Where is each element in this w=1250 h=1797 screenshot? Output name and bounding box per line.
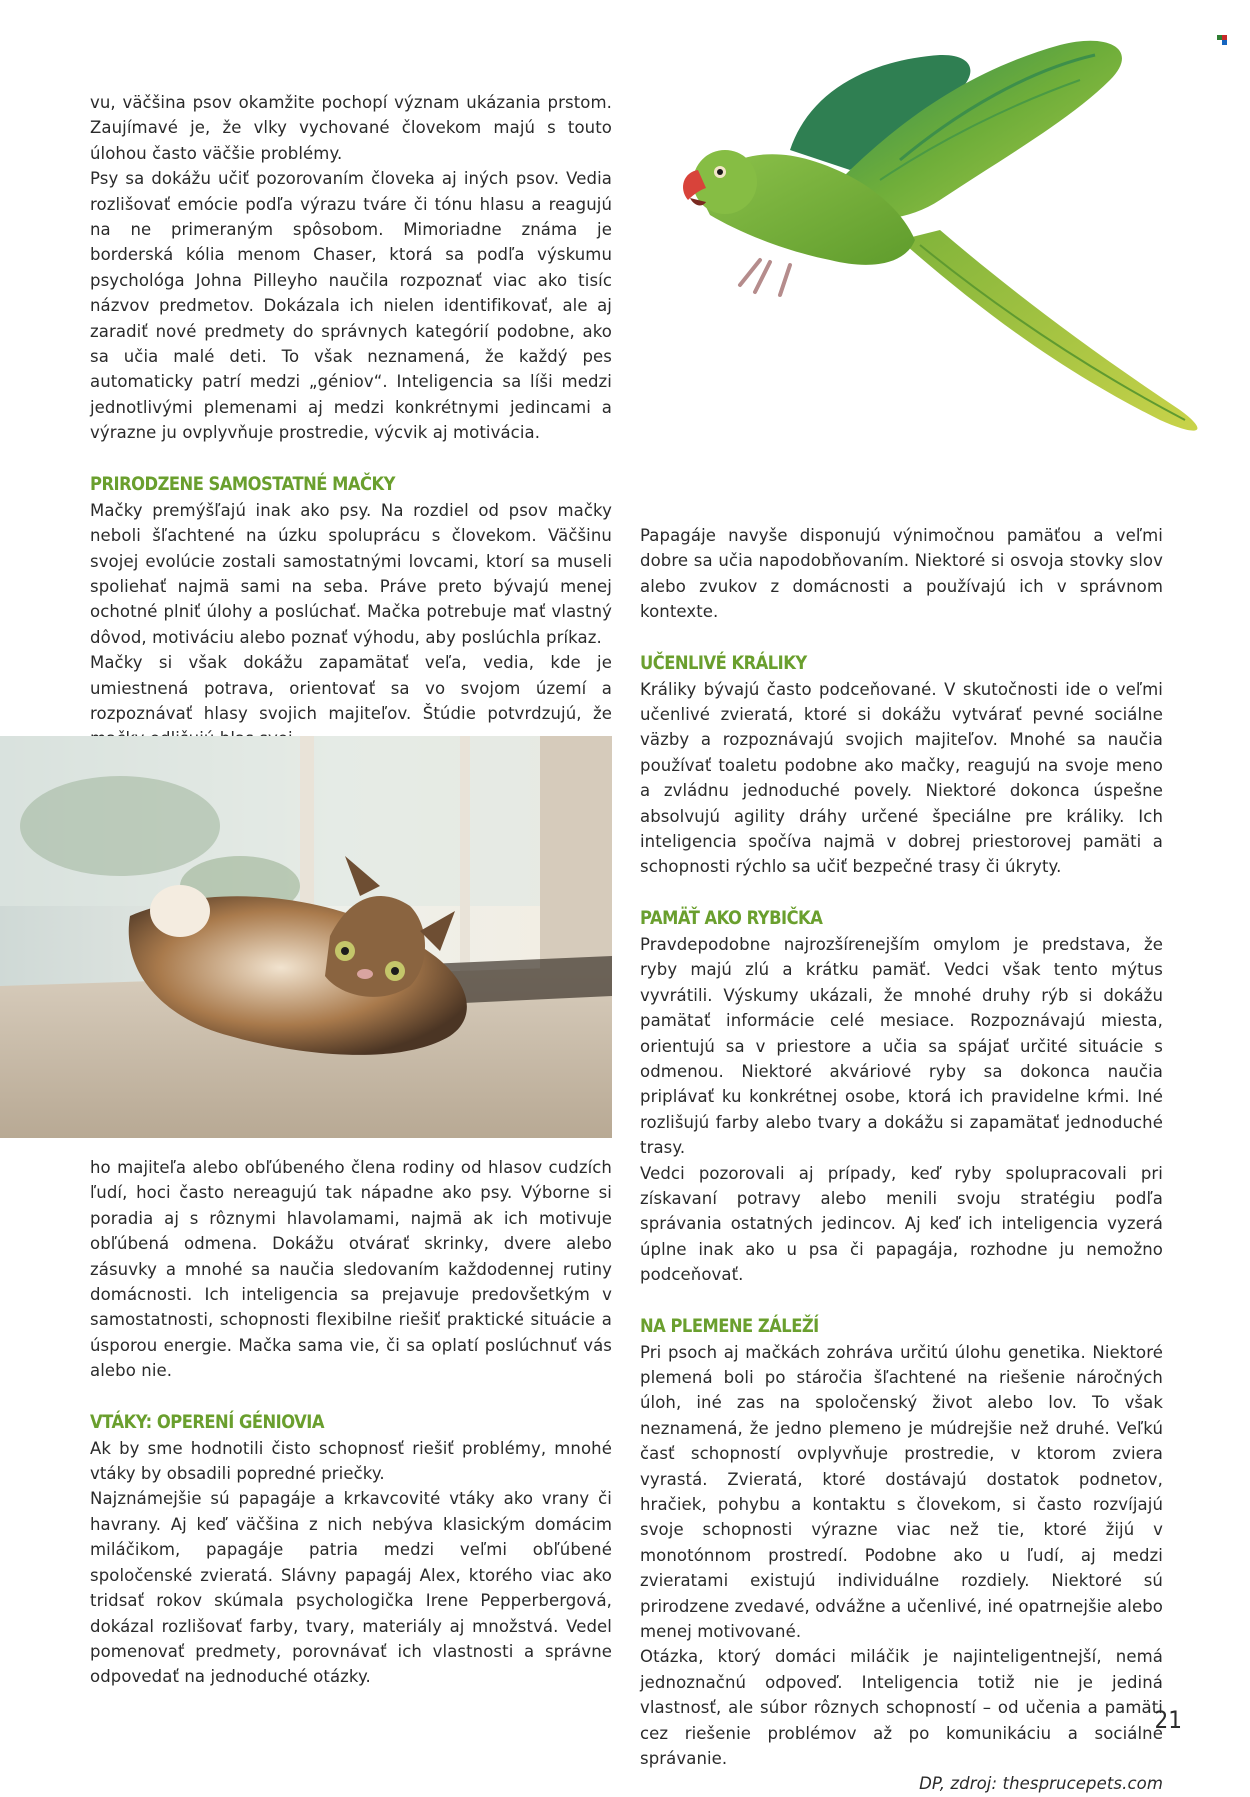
birds-paragraph-2: Najznámejšie sú papagáje a krkavcovité vtáky ako vrany či havrany. Aj keď väčšina z nich nebýva klasickým domácim miláčikom, papagáje patria medzi veľmi obľúbené spoločenské zvieratá. Slávny papagáj Alex, ktorého viac ako tridsať rokov skúmala psychologička Irene Pepperbergová, dokázal rozlišovať farby, tvary, materiály aj množstvá. Vedel pomenovať predmety, porovnávať ich vlastnosti a správne odpovedať na jednoduché otázky. <box>90 1489 612 1687</box>
column-left-top <box>90 90 612 752</box>
page-number: 21 <box>1154 1706 1182 1734</box>
rabbits-paragraph-1: Králiky bývajú často podceňované. V skutočnosti ide o veľmi učenlivé zvieratá, ktoré si dokážu vytvárať pevné sociálne väzby a rozpoznávajú svojich majiteľov. Mnohé sa naučia používať toaletu podobne ako mačky, reagujú na svoje meno a zvládnu jednoduché povely. Niektoré dokonca úspešne absolvujú agility dráhy určené špeciálne pre králiky. Ich inteligencia spočíva najmä v dobrej priestorovej pamäti a schopnosti rýchlo sa učiť bezpečné trasy či úkryty. <box>640 679 1163 877</box>
cats-paragraph-2-bottom: ho majiteľa alebo obľúbeného člena rodiny od hlasov cudzích ľudí, hoci často nereagujú tak nápadne ako psy. Výborne si poradia aj s rôznymi hlavolamami, najmä ak ich motivuje obľúbená odmena. Dokážu otvárať skrinky, dvere alebo zásuvky a mnohé sa naučia sledovaním každodennej rutiny domácnosti. Ich inteligencia sa prejavuje predovšetkým v samostatnosti, schopnosti flexibilne riešiť praktické situácie a úsporou energie. Mačka sama vie, či sa oplatí poslúchnuť vás alebo nie. <box>90 1158 612 1381</box>
breed-paragraph-2: Otázka, ktorý domáci miláčik je najinteligentnejší, nemá jednoznačnú odpoveď. Inteligencia totiž nie je jediná vlastnosť, ale súbor rôznych schopností – od učenia a pamäti cez riešenie problémov až po komunikáciu a sociálne správanie. <box>640 1647 1163 1769</box>
parrot-photo <box>640 10 1245 490</box>
corner-logo-mark <box>1217 35 1227 45</box>
section-heading-birds: VTÁKY: OPERENÍ GÉNIOVIA <box>90 1410 324 1433</box>
fish-paragraph-2: Vedci pozorovali aj prípady, keď ryby spolupracovali pri získavaní potravy alebo menili svoju stratégiu podľa správania ostatných jedincov. Aj keď ich inteligencia vyzerá úplne inak ako u psa či papagája, rozhodne ju nemožno podceňovať. <box>640 1163 1163 1285</box>
source-credit: DP, zdroj: thesprucepets.com <box>919 1774 1163 1794</box>
intro-paragraph-1: vu, väčšina psov okamžite pochopí význam ukázania prstom. Zaujímavé je, že vlky vychované človekom majú s touto úlohou často väčšie problémy. <box>90 93 612 163</box>
fish-paragraph-1: Pravdepodobne najrozšírenejším omylom je predstava, že ryby majú zlú a krátku pamäť. Vedci však tento mýtus vyvrátili. Výskumy ukázali, že mnohé druhy rýb si dokážu pamätať informácie celé mesiace. Rozpoznávajú miesta, orientujú sa v priestore a učia sa spájať určité situácie s odmenou. Niektoré akváriové ryby sa dokonca naučia priplávať ku konkrétnej osobe, ktorá ich pravidelne kŕmi. Iné rozlišujú farby alebo tvary a dokážu si zapamätať jednoduché trasy. <box>640 934 1163 1158</box>
section-heading-rabbits: UČENLIVÉ KRÁLIKY <box>640 651 807 674</box>
intro-paragraph-2: Psy sa dokážu učiť pozorovaním človeka aj iných psov. Vedia rozlišovať emócie podľa výrazu tváre či tónu hlasu a reagujú na ne primeraným spôsobom. Mimoriadne známa je borderská kólia menom Chaser, ktorá sa podľa výskumu psychológa Johna Pilleyho naučila rozpoznať viac ako tisíc názvov predmetov. Dokázala ich nielen identifikovať, ale aj zaradiť nové predmety do správnych kategórií podobne, ako sa učia malé deti. To však neznamená, že každý pes automaticky patrí medzi „géniov“. Inteligencia sa líši medzi jednotlivými plemenami aj medzi konkrétnymi jedincami a výrazne ju ovplyvňuje prostredie, výcvik aj motivácia. <box>90 169 612 443</box>
cat-photo <box>0 736 612 1138</box>
section-heading-cats: PRIRODZENE SAMOSTATNÉ MAČKY <box>90 472 395 495</box>
birds-paragraph-3: Papagáje navyše disponujú výnimočnou pamäťou a veľmi dobre sa učia napodobňovaním. Niektoré si osvoja stovky slov alebo zvukov z domácnosti a používajú ich v správnom kontexte. <box>640 526 1163 622</box>
section-heading-fish: PAMÄŤ AKO RYBIČKA <box>640 906 823 929</box>
section-heading-breed: NA PLEMENE ZÁLEŽÍ <box>640 1314 819 1337</box>
birds-paragraph-1: Ak by sme hodnotili čisto schopnosť riešiť problémy, mnohé vtáky by obsadili popredné priečky. <box>90 1438 612 1484</box>
cats-paragraph-1: Mačky premýšľajú inak ako psy. Na rozdiel od psov mačky neboli šľachtené na úzku spoluprácu s človekom. Väčšinu svojej evolúcie zostali samostatnými lovcami, ktorí sa museli spoliehať najmä sami na seba. Práve preto bývajú menej ochotné plniť úlohy a poslúchať. Mačka potrebuje mať vlastný dôvod, motiváciu alebo poznať výhodu, aby poslúchla príkaz. <box>90 500 612 647</box>
column-right <box>640 523 1163 1797</box>
column-left-bottom <box>90 1155 612 1690</box>
breed-paragraph-1: Pri psoch aj mačkách zohráva určitú úlohu genetika. Niektoré plemená boli po stáročia šľachtené na riešenie náročných úloh, iné zas na spoločenský život alebo lov. To však neznamená, že jedno plemeno je múdrejšie než druhé. Veľkú časť schopností ovplyvňuje prostredie, v ktorom zviera vyrastá. Zvieratá, ktoré dostávajú dostatok podnetov, hračiek, pohybu a kontaktu s človekom, si často rozvíjajú svoje schopnosti výrazne viac než tie, ktoré žijú v monotónnom prostredí. Podobne ako u ľudí, aj medzi zvieratami existujú individuálne rozdiely. Niektoré sú prirodzene zvedavé, odvážne a učenlivé, iné opatrnejšie alebo menej motivované. <box>640 1342 1163 1642</box>
cats-paragraph-2-top: Mačky si však dokážu zapamätať veľa, vedia, kde je umiestnená potrava, orientovať sa vo svojom území a rozpoznávať hlasy svojich majiteľov. Štúdie potvrdzujú, že <box>90 653 612 723</box>
